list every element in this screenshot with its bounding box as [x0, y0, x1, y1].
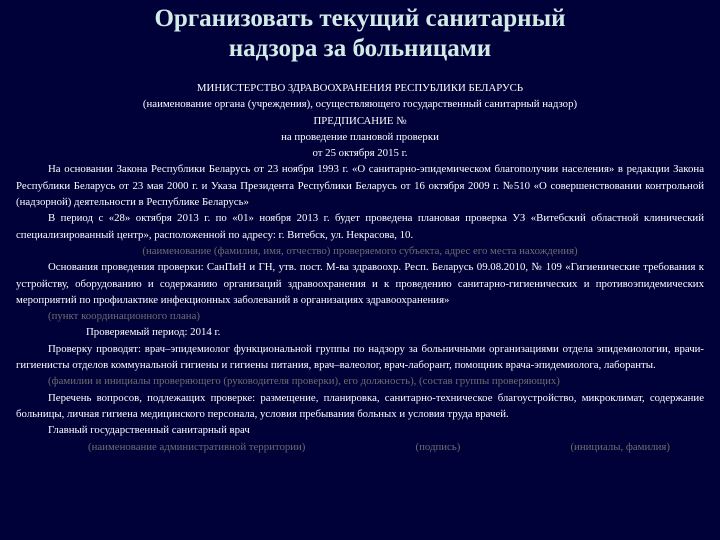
territory-caption: (наименование административной территории)	[88, 440, 306, 453]
ministry-name: МИНИСТЕРСТВО ЗДРАВООХРАНЕНИЯ РЕСПУБЛИКИ БЕЛАРУСЬ	[196, 82, 524, 94]
chief-doctor-line: Главный государственный санитарный врач	[48, 424, 250, 437]
signature-caption: (подпись)	[415, 440, 461, 453]
plan-caption: (пункт координационного плана)	[48, 310, 200, 323]
basis-paragraph: На основании Закона Республики Беларусь от 23 ноября 1993 г. «О санитарно-эпидемическом благополучии населения» в редакции Закона Республики Беларусь от 23 мая 2000 г. и Указа Президента Республики Беларусь от 16 октября 2009 г. №510 «О совершенствовании контрольной (надзорной) деятельности в Республике Беларусь»	[16, 163, 704, 209]
period-paragraph: В период с «28» октября 2013 г. по «01» ноября 2013 г. будет проведена плановая проверка УЗ «Витебский областной клинический специализированный центр», расположенной по адресу: г. Витебск, ул. Некрасова, 10.	[16, 212, 704, 241]
slide-title	[0, 4, 720, 64]
checked-period: Проверяемый период: 2014 г.	[86, 326, 221, 339]
initials-caption: (инициалы, фамилия)	[570, 440, 670, 453]
document-title: ПРЕДПИСАНИЕ №	[313, 114, 407, 127]
inspectors-caption: (фамилии и инициалы проверяющего (руководителя проверки), его должность), (состав группы проверяющих)	[48, 375, 560, 388]
questions-paragraph: Перечень вопросов, подлежащих проверке: размещение, планировка, санитарно-техническое благоустройство, микроклимат, содержание больницы, личная гигиена медицинского персонала, условия пребывания больных и условия труда врачей.	[16, 391, 704, 420]
grounds-paragraph: Основания проведения проверки: СанПиН и ГН, утв. пост. М-ва здравоохр. Респ. Беларусь 09.08.2010, № 109 «Гигиенические требования к устройству, оборудованию и содержанию организаций здравоохранения и к проведению санитарно-гигиенических и противоэпидемических мероприятий по профилактике инфекционных заболеваний в организациях здравоохранения»	[16, 261, 704, 306]
inspectors-paragraph: Проверку проводят: врач–эпидемиолог функциональной группы по надзору за больничными организациями отдела эпидемиологии, врачи-гигиенисты отделов коммунальной гигиены и гигиены питания, врач–валеолог, врач-лаборант, помощник врача-эпидемиолога, лаборанты.	[16, 342, 704, 372]
document-date: от 25 октября 2015 г.	[312, 147, 408, 160]
subject-caption: (наименование (фамилия, имя, отчество) проверяемого субъекта, адрес его места нахождения)	[142, 244, 578, 257]
slide-title-line-2: надзора за больницами	[228, 35, 492, 62]
prescription-document	[16, 80, 704, 455]
document-subtitle: на проведение плановой проверки	[281, 130, 439, 143]
ministry-caption: (наименование органа (учреждения), осуществляющего государственный санитарный надзор)	[142, 98, 578, 111]
slide-title-line-1: Организовать текущий санитарный	[154, 5, 566, 32]
signature-captions	[16, 439, 704, 455]
